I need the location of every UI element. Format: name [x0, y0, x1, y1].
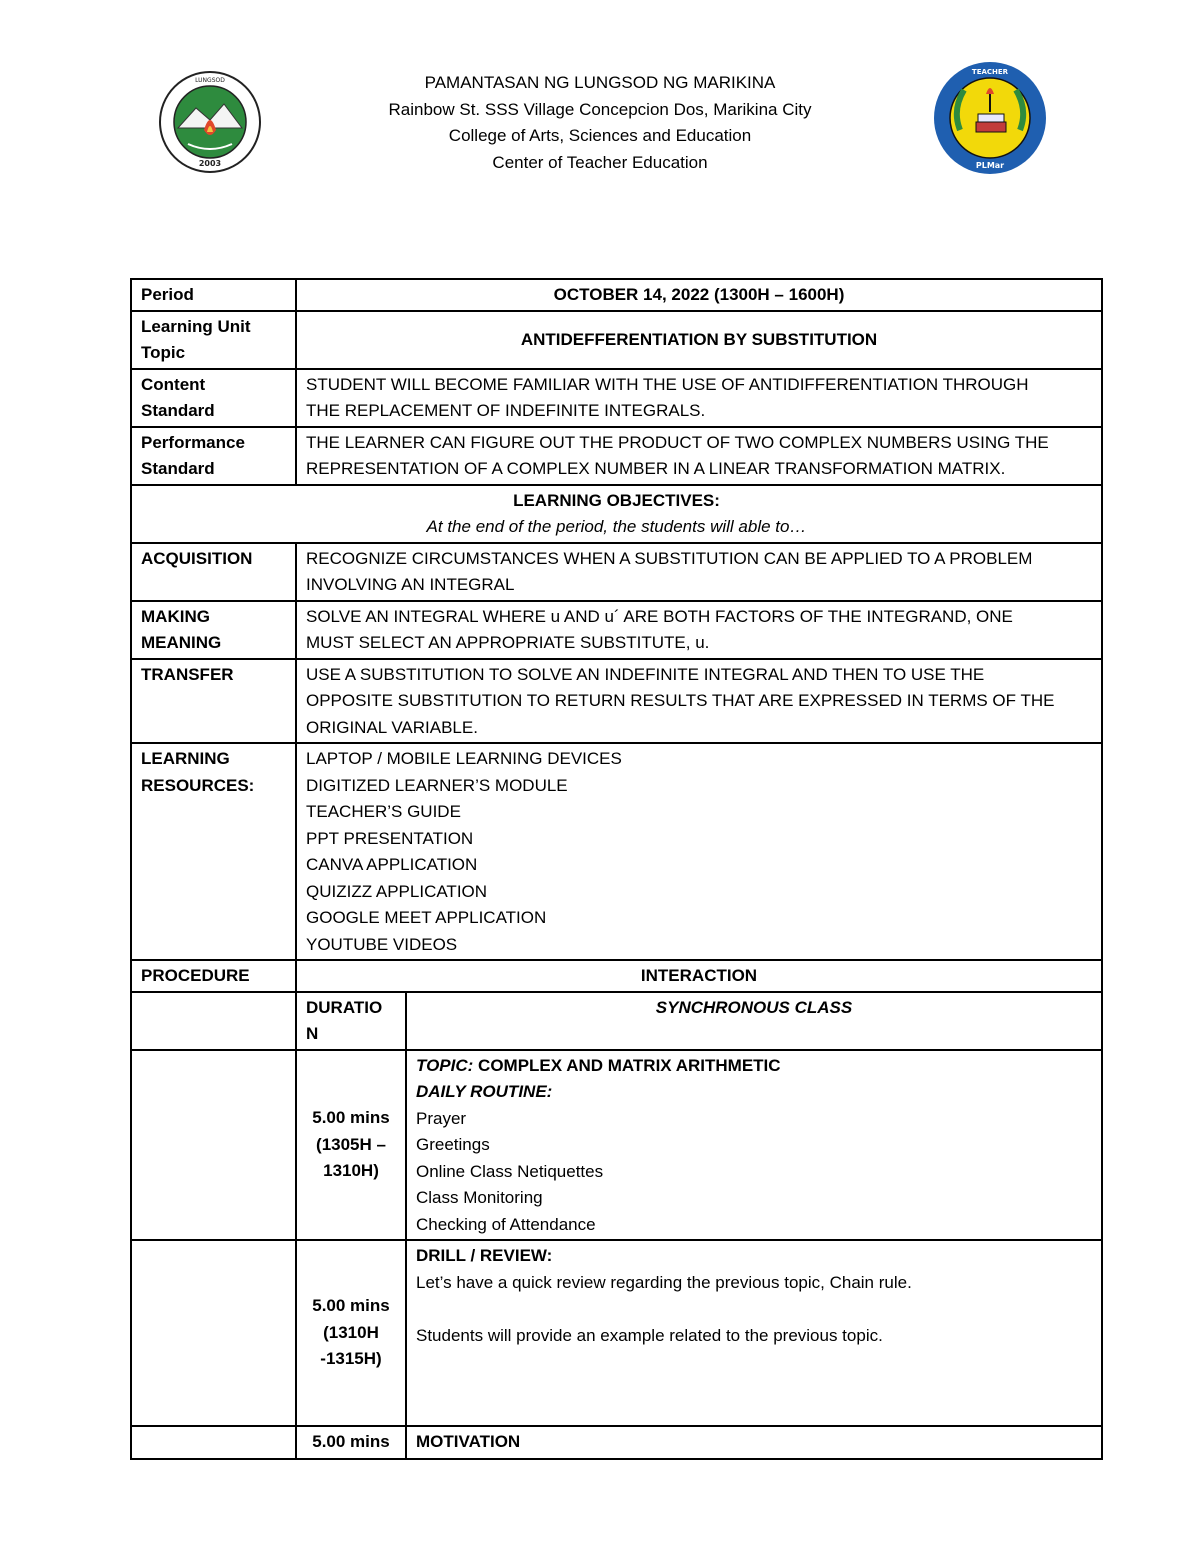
- routine-item: Prayer: [416, 1108, 467, 1128]
- making-meaning-row: [131, 601, 1102, 659]
- college-name: College of Arts, Sciences and Education: [448, 126, 752, 145]
- routine-item: Greetings: [416, 1135, 490, 1154]
- university-address: Rainbow St. SSS Village Concepcion Dos, Marikina City: [388, 99, 812, 119]
- topic-text: COMPLEX AND MATRIX ARITHMETIC: [473, 1055, 781, 1075]
- period-label: Period: [131, 279, 296, 311]
- activity-duration: 5.00 mins: [296, 1426, 406, 1459]
- resources-row: [131, 743, 1102, 960]
- topic-value: ANTIDEFFERENTIATION BY SUBSTITUTION: [296, 311, 1102, 369]
- resource-item: YOUTUBE VIDEOS: [306, 934, 458, 954]
- duration-header: DURATIO N: [296, 992, 406, 1050]
- activity-row: [131, 1050, 1102, 1241]
- activity-duration: 5.00 mins (1310H -1315H): [296, 1240, 406, 1426]
- objectives-row: [131, 485, 1102, 543]
- acquisition-row: [131, 543, 1102, 601]
- activity-row: [131, 1426, 1102, 1459]
- mode-header: SYNCHRONOUS CLASS: [406, 992, 1102, 1050]
- activity-content: [406, 1240, 1102, 1426]
- resource-item: CANVA APPLICATION: [306, 855, 478, 874]
- procedure-row: [131, 960, 1102, 992]
- resources-label: LEARNING RESOURCES:: [131, 743, 296, 960]
- drill-heading: DRILL / REVIEW:: [416, 1246, 553, 1265]
- procedure-value: INTERACTION: [296, 960, 1102, 992]
- resource-item: QUIZIZZ APPLICATION: [306, 881, 488, 901]
- svg-text:LUNGSOD: LUNGSOD: [195, 77, 225, 84]
- acquisition-label: ACQUISITION: [131, 543, 296, 601]
- resource-item: LAPTOP / MOBILE LEARNING DEVICES: [306, 749, 622, 768]
- content-standard-row: [131, 369, 1102, 427]
- drill-text: Students will provide an example related to the previous topic.: [416, 1325, 883, 1345]
- university-name: PAMANTASAN NG LUNGSOD NG MARIKINA: [424, 73, 776, 92]
- performance-standard-label: Performance Standard: [131, 427, 296, 485]
- procedure-label: PROCEDURE: [131, 960, 296, 992]
- resources-list: [296, 743, 1102, 960]
- routine-item: Class Monitoring: [416, 1188, 543, 1207]
- resource-item: GOOGLE MEET APPLICATION: [306, 908, 547, 927]
- topic-row: [131, 311, 1102, 369]
- resource-item: PPT PRESENTATION: [306, 828, 474, 848]
- center-name: Center of Teacher Education: [492, 152, 708, 172]
- transfer-row: [131, 659, 1102, 744]
- activity-row: [131, 1240, 1102, 1426]
- content-standard-value: STUDENT WILL BECOME FAMILIAR WITH THE USE OF ANTIDIFFERENTIATION THROUGH THE REPLACEMENT OF INDEFINITE INTEGRALS.: [296, 369, 1102, 427]
- objectives-heading: LEARNING OBJECTIVES: At the end of the period, the students will able to…: [131, 485, 1102, 543]
- period-row: [131, 279, 1102, 311]
- procedure-subheader-row: [131, 992, 1102, 1050]
- empty-cell: [131, 1426, 296, 1459]
- svg-text:PLMar: PLMar: [975, 161, 1005, 170]
- empty-cell: [131, 1240, 296, 1426]
- routine-item: Online Class Netiquettes: [416, 1161, 604, 1181]
- making-meaning-value: SOLVE AN INTEGRAL WHERE u AND u´ ARE BOTH FACTORS OF THE INTEGRAND, ONE MUST SELECT AN APPROPRIATE SUBSTITUTE, u.: [296, 601, 1102, 659]
- transfer-value: USE A SUBSTITUTION TO SOLVE AN INDEFINITE INTEGRAL AND THEN TO USE THE OPPOSITE SUBSTITUTION TO RETURN RESULTS THAT ARE EXPRESSED IN TERMS OF THE ORIGINAL VARIABLE.: [296, 659, 1102, 744]
- making-meaning-label: MAKING MEANING: [131, 601, 296, 659]
- resource-item: DIGITIZED LEARNER’S MODULE: [306, 775, 568, 795]
- topic-label: Learning Unit Topic: [131, 311, 296, 369]
- drill-text: Let’s have a quick review regarding the previous topic, Chain rule.: [416, 1272, 912, 1292]
- svg-text:2003: 2003: [198, 159, 222, 168]
- transfer-label: TRANSFER: [131, 659, 296, 744]
- performance-standard-value: THE LEARNER CAN FIGURE OUT THE PRODUCT OF TWO COMPLEX NUMBERS USING THE REPRESENTATION OF A COMPLEX NUMBER IN A LINEAR TRANSFORMATION MATRIX.: [296, 427, 1102, 485]
- svg-text:TEACHER: TEACHER: [971, 68, 1009, 76]
- activity-duration: 5.00 mins (1305H – 1310H): [296, 1050, 406, 1241]
- routine-item: Checking of Attendance: [416, 1214, 596, 1234]
- empty-cell: [131, 1050, 296, 1241]
- activity-content: [406, 1050, 1102, 1241]
- empty-cell: [131, 992, 296, 1050]
- document-header: [0, 70, 1200, 176]
- content-standard-label: Content Standard: [131, 369, 296, 427]
- resource-item: TEACHER’S GUIDE: [306, 802, 461, 821]
- period-value: OCTOBER 14, 2022 (1300H – 1600H): [296, 279, 1102, 311]
- topic-tag: TOPIC:: [416, 1055, 474, 1075]
- lesson-plan-table: [130, 278, 1103, 1460]
- performance-standard-row: [131, 427, 1102, 485]
- routine-heading: DAILY ROUTINE:: [416, 1082, 553, 1101]
- acquisition-value: RECOGNIZE CIRCUMSTANCES WHEN A SUBSTITUTION CAN BE APPLIED TO A PROBLEM INVOLVING AN INTEGRAL: [296, 543, 1102, 601]
- motivation-heading: MOTIVATION: [406, 1426, 1102, 1459]
